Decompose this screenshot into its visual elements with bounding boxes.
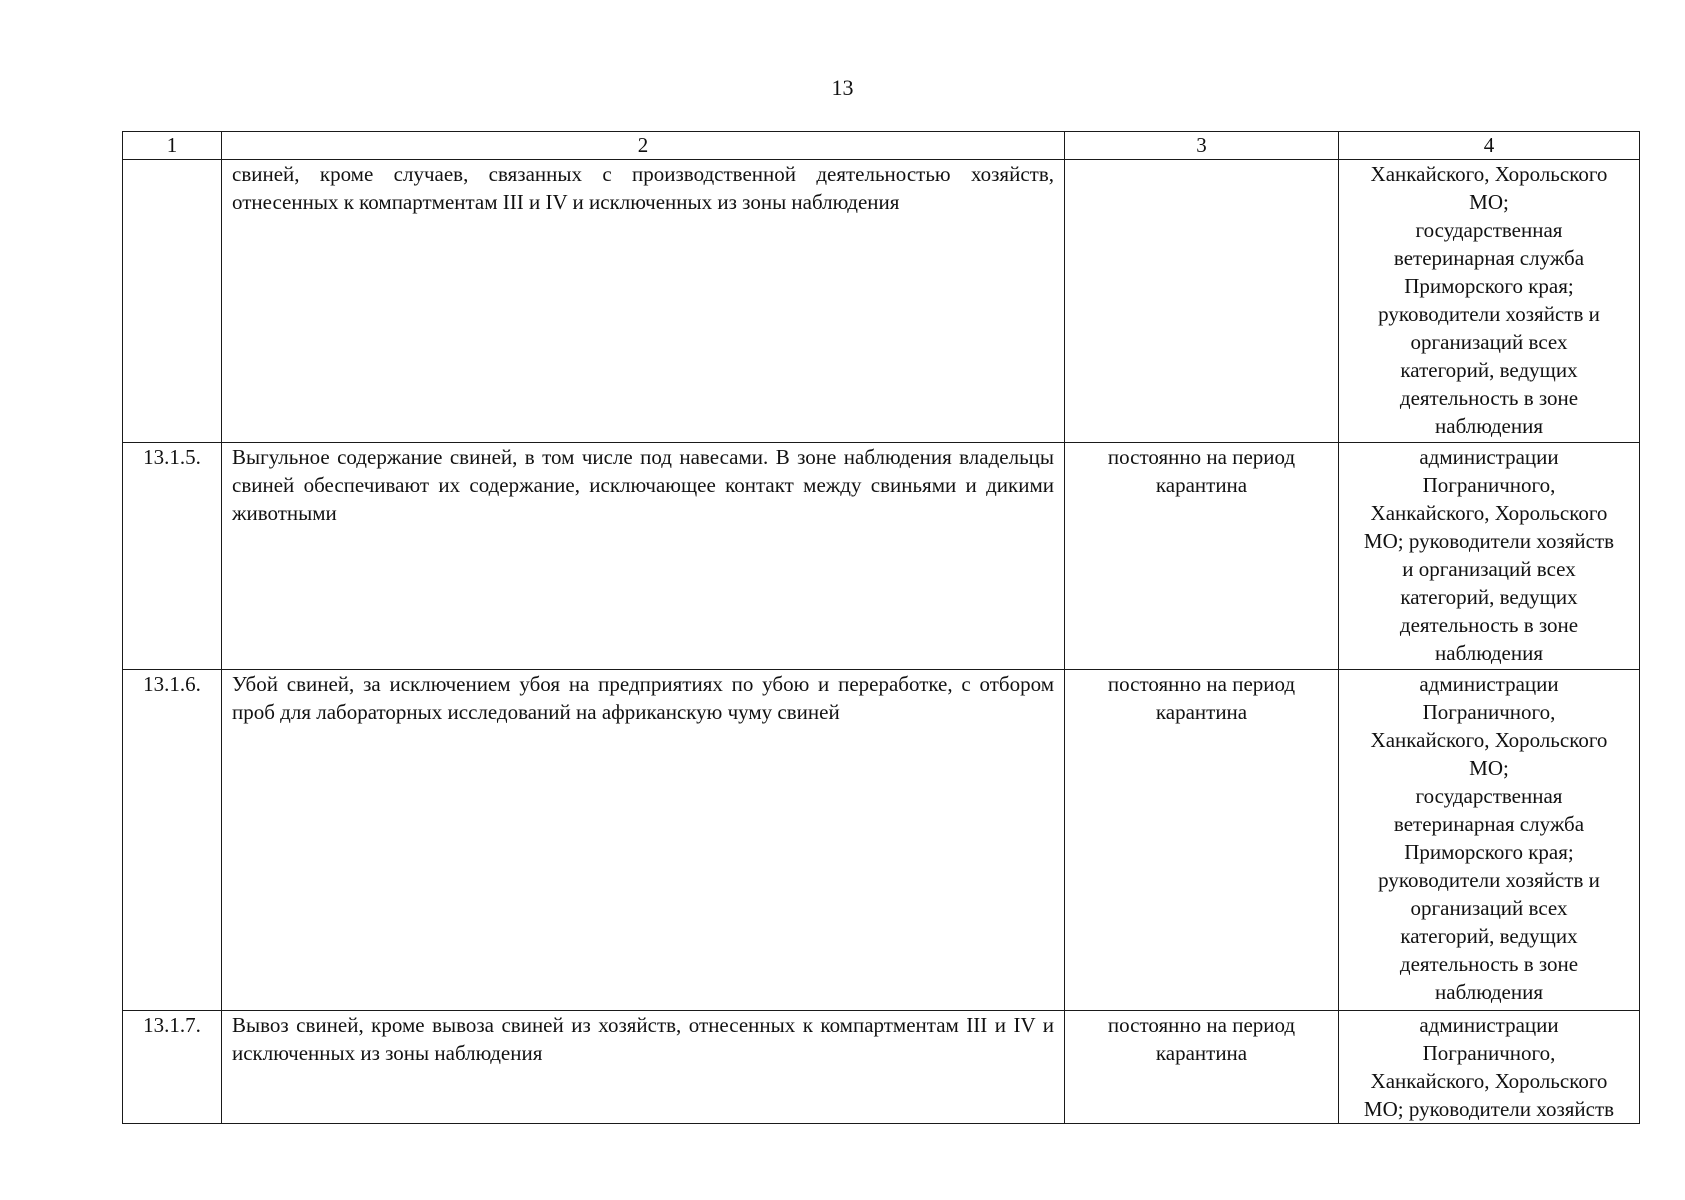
responsible-line: Ханкайского, Хорольского xyxy=(1370,1069,1608,1093)
responsible-line: администрации xyxy=(1419,445,1559,469)
term-cell xyxy=(1065,160,1339,443)
row-number: 13.1.6. xyxy=(123,670,222,1011)
responsible-line: Ханкайского, Хорольского xyxy=(1370,501,1608,525)
measures-table xyxy=(122,131,1640,1124)
responsible-line: МО; xyxy=(1469,756,1509,780)
responsible-line: категорий, ведущих xyxy=(1400,924,1578,948)
table-row xyxy=(123,160,1640,443)
term-line: карантина xyxy=(1155,1041,1248,1065)
term-line: карантина xyxy=(1155,700,1248,724)
responsible-line: Пограничного, xyxy=(1422,473,1556,497)
responsible-line: государственная xyxy=(1415,218,1563,242)
table-row xyxy=(123,443,1640,670)
responsible-line: категорий, ведущих xyxy=(1400,585,1578,609)
responsible-cell xyxy=(1339,670,1640,1011)
responsible-line: категорий, ведущих xyxy=(1400,358,1578,382)
responsible-line: ветеринарная служба xyxy=(1393,812,1585,836)
responsible-line: Пограничного, xyxy=(1422,1041,1556,1065)
column-header-4: 4 xyxy=(1339,132,1640,160)
term-line: постоянно на период xyxy=(1107,445,1296,469)
responsible-line: наблюдения xyxy=(1435,980,1543,1004)
responsible-line: ветеринарная служба xyxy=(1393,246,1585,270)
table-row xyxy=(123,670,1640,1011)
responsible-cell xyxy=(1339,443,1640,670)
responsible-line: деятельность в зоне xyxy=(1399,952,1579,976)
responsible-line: Пограничного, xyxy=(1422,700,1556,724)
responsible-line: организаций всех xyxy=(1410,330,1568,354)
responsible-line: деятельность в зоне xyxy=(1399,613,1579,637)
column-header-1: 1 xyxy=(123,132,222,160)
responsible-line: и организаций всех xyxy=(1402,557,1576,581)
column-header-3: 3 xyxy=(1065,132,1339,160)
responsible-line: Приморского края; xyxy=(1404,274,1574,298)
responsible-line: администрации xyxy=(1419,672,1559,696)
term-line: постоянно на период xyxy=(1107,672,1296,696)
term-cell xyxy=(1065,670,1339,1011)
table-header-row xyxy=(123,132,1640,160)
responsible-line: организаций всех xyxy=(1410,896,1568,920)
measure-text: Вывоз свиней, кроме вывоза свиней из хозяйств, отнесенных к компартментам III и IV и исключенных из зоны наблюдения xyxy=(222,1011,1065,1124)
responsible-line: руководители хозяйств и xyxy=(1378,868,1600,892)
responsible-line: наблюдения xyxy=(1435,414,1543,438)
column-header-2: 2 xyxy=(222,132,1065,160)
responsible-cell xyxy=(1339,1011,1640,1124)
responsible-cell xyxy=(1339,160,1640,443)
row-number: 13.1.5. xyxy=(123,443,222,670)
responsible-line: МО; руководители хозяйств xyxy=(1363,1097,1615,1121)
term-line: карантина xyxy=(1155,473,1248,497)
table-row xyxy=(123,1011,1640,1124)
responsible-line: Ханкайского, Хорольского xyxy=(1370,728,1608,752)
responsible-line: МО; xyxy=(1469,190,1509,214)
measure-text: Убой свиней, за исключением убоя на предприятиях по убою и переработке, с отбором проб для лабораторных исследований на африканскую чуму свиней xyxy=(222,670,1065,1011)
responsible-line: наблюдения xyxy=(1435,641,1543,665)
measure-text: Выгульное содержание свиней, в том числе под навесами. В зоне наблюдения владельцы свиней обеспечивают их содержание, исключающее контакт между свиньями и дикими животными xyxy=(222,443,1065,670)
term-cell xyxy=(1065,1011,1339,1124)
row-number: 13.1.7. xyxy=(123,1011,222,1124)
responsible-line: деятельность в зоне xyxy=(1399,386,1579,410)
responsible-line: Ханкайского, Хорольского xyxy=(1370,162,1608,186)
measure-text: свиней, кроме случаев, связанных с производственной деятельностью хозяйств, отнесенных к компартментам III и IV и исключенных из зоны наблюдения xyxy=(222,160,1065,443)
responsible-line: МО; руководители хозяйств xyxy=(1363,529,1615,553)
responsible-line: Приморского края; xyxy=(1404,840,1574,864)
page-number: 13 xyxy=(831,75,854,100)
responsible-line: администрации xyxy=(1419,1013,1559,1037)
responsible-line: руководители хозяйств и xyxy=(1378,302,1600,326)
term-line: постоянно на период xyxy=(1107,1013,1296,1037)
term-cell xyxy=(1065,443,1339,670)
row-number xyxy=(123,160,222,443)
responsible-line: государственная xyxy=(1415,784,1563,808)
